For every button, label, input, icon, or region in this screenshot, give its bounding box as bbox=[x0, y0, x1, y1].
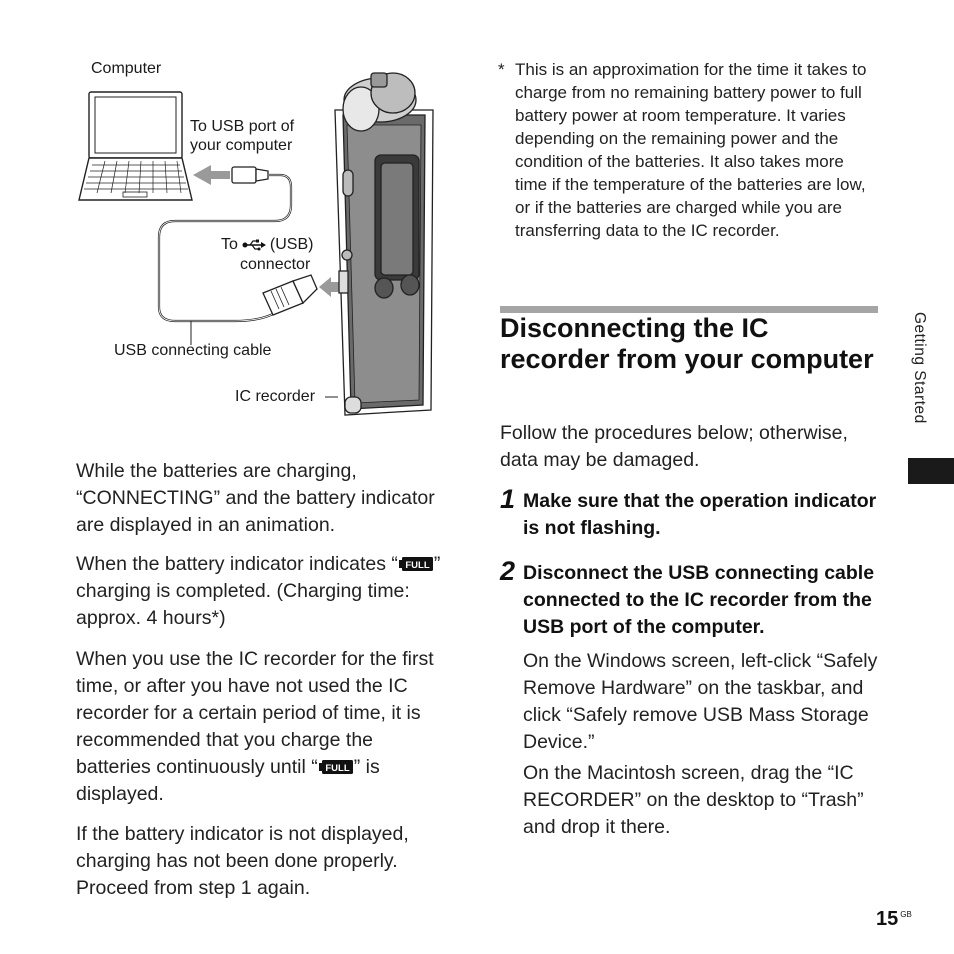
ic-recorder-icon bbox=[335, 73, 433, 415]
battery-full-icon bbox=[319, 760, 353, 774]
battery-full-icon bbox=[399, 557, 433, 571]
step-2-text: Disconnect the USB connecting cable connected to the IC recorder from the USB port of the computer. bbox=[523, 562, 875, 638]
page-number bbox=[876, 908, 912, 931]
step-1-text: Make sure that the operation indicator is not flashing. bbox=[523, 490, 877, 539]
battery-full-icon-text: FULL bbox=[325, 763, 350, 774]
label-usb-port-1: To USB port of bbox=[190, 118, 295, 135]
label-usb-connector bbox=[221, 235, 313, 255]
text-fragment: ” is displayed. bbox=[76, 756, 380, 805]
section-tab-label: Getting Started bbox=[911, 312, 928, 424]
text-fragment: ” charging is completed. (Charging time: approx. 4 hours*) bbox=[76, 553, 441, 629]
text-fragment: When the battery indicator indicates “ bbox=[76, 553, 398, 575]
step-2-macintosh: On the Macintosh screen, drag the “IC RECORDER” on the desktop to “Trash” and drop it there. bbox=[523, 762, 864, 838]
step-1-number: 1 bbox=[500, 484, 516, 514]
page-number-suffix: GB bbox=[900, 910, 912, 919]
page-number-value: 15 bbox=[876, 908, 899, 930]
text-fragment: When you use the IC recorder for the first time, or after you have not used the IC recorder for a certain period of time, it is recommended that you charge the batteries continuously until “ bbox=[76, 648, 434, 778]
label-computer: Computer bbox=[91, 60, 162, 77]
mini-usb-plug-icon bbox=[263, 275, 317, 315]
label-ic-recorder: IC recorder bbox=[235, 388, 316, 405]
step-2-number: 2 bbox=[500, 556, 516, 586]
section-heading: Disconnecting the IC recorder from your computer bbox=[500, 313, 874, 374]
battery-full-icon-text: FULL bbox=[405, 560, 430, 571]
arrow-to-port-icon bbox=[193, 165, 230, 185]
laptop-icon bbox=[79, 92, 192, 200]
section-tab-marker bbox=[908, 458, 954, 484]
footnote bbox=[498, 58, 878, 242]
label-usb-port-2: your computer bbox=[190, 137, 293, 154]
label-usb-word: (USB) bbox=[269, 236, 314, 253]
label-connector: connector bbox=[240, 256, 311, 273]
section-rule bbox=[500, 306, 878, 313]
paragraph-first-use bbox=[76, 646, 448, 808]
paragraph-charging: While the batteries are charging, “CONNECTING” and the battery indicator are displayed in an animation. bbox=[76, 460, 435, 536]
footnote-star: * bbox=[498, 60, 505, 79]
usb-plug-icon bbox=[232, 167, 268, 183]
footnote-text: This is an approximation for the time it takes to charge from no remaining battery power to full battery power at room temperature. It varies depending on the remaining power and the condition of the batteries. It also takes more time if the temperature of the batteries are low, or if the batteries are charged while you are transferring data to the IC recorder. bbox=[515, 60, 867, 240]
label-usb-cable: USB connecting cable bbox=[114, 342, 272, 359]
step-2-windows: On the Windows screen, left-click “Safely Remove Hardware” on the taskbar, and click “Safely remove USB Mass Storage Device.” bbox=[523, 650, 878, 753]
paragraph-not-displayed: If the battery indicator is not displayed, charging has not been done properly. Proceed from step 1 again. bbox=[76, 823, 409, 899]
paragraph-charging-complete bbox=[76, 551, 448, 632]
connection-diagram bbox=[75, 55, 455, 435]
usb-symbol-icon bbox=[242, 239, 266, 251]
section-intro: Follow the procedures below; otherwise, data may be damaged. bbox=[500, 422, 848, 471]
label-usb-to: To bbox=[221, 236, 238, 253]
